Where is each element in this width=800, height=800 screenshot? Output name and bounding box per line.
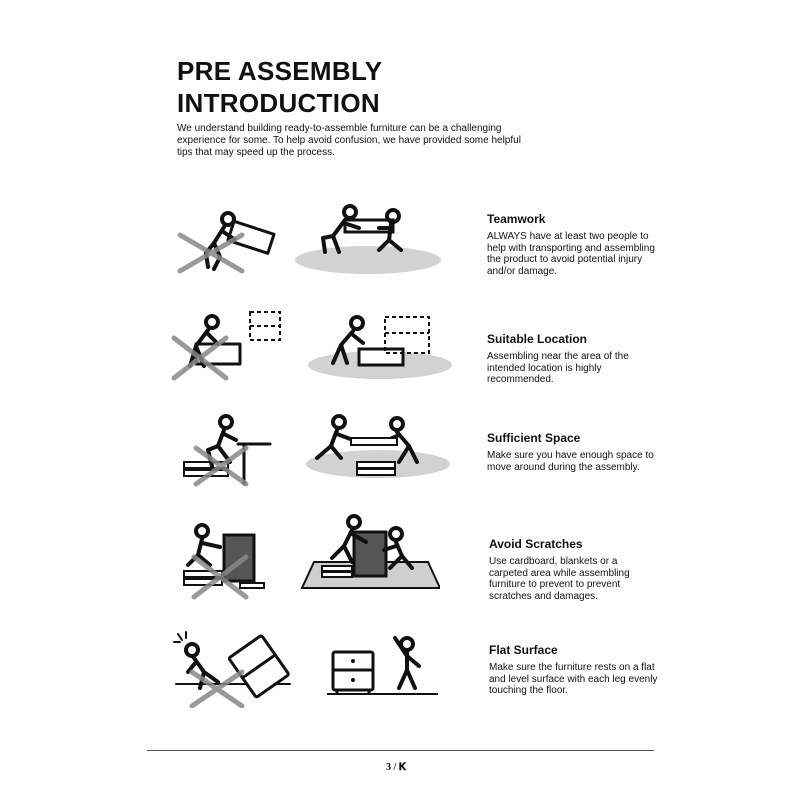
tip-title: Teamwork xyxy=(487,212,546,226)
two-people-carrying-icon xyxy=(295,202,445,277)
intro-paragraph: We understand building ready-to-assemble furniture can be a challenging experience for some. To help avoid confusion, we have provided some helpful tips that may speed up the process. xyxy=(177,123,521,158)
tip-body: Assembling near the area of the intended location is highly recommended. xyxy=(487,351,629,385)
two-people-spacious-icon xyxy=(305,412,455,487)
tip-sufficient-space xyxy=(487,431,657,473)
tip-title: Sufficient Space xyxy=(487,431,581,445)
tip-body: Make sure you have enough space to move around during the assembly. xyxy=(487,450,654,473)
furniture-tipping-crossed-icon xyxy=(170,628,295,708)
person-lifting-alone-crossed-icon xyxy=(170,205,280,275)
footer-divider xyxy=(147,750,654,751)
tip-teamwork xyxy=(487,212,657,277)
title-line-1: PRE ASSEMBLY xyxy=(177,56,383,86)
tip-flat-surface xyxy=(489,643,659,697)
tip-title: Suitable Location xyxy=(487,332,588,346)
assembling-on-carpet-icon xyxy=(300,512,440,592)
page-number: 3 / 𝐊 xyxy=(386,762,407,773)
title-line-2: INTRODUCTION xyxy=(177,88,380,118)
tip-avoid-scratches xyxy=(489,537,659,602)
page-title xyxy=(177,55,382,119)
tip-title: Avoid Scratches xyxy=(489,537,583,551)
tip-body: Make sure the furniture rests on a flat and level surface with each leg evenly touching the floor. xyxy=(489,662,658,696)
tip-suitable-location xyxy=(487,332,657,386)
assembling-bare-floor-crossed-icon xyxy=(180,515,270,600)
tip-body: ALWAYS have at least two people to help with transporting and assembling the product to avoid potential injury and/or damage. xyxy=(487,231,655,277)
person-assembling-near-location-icon xyxy=(305,313,455,383)
tip-title: Flat Surface xyxy=(489,643,558,657)
tip-body: Use cardboard, blankets or a carpeted area while assembling furniture to prevent to prevent scratches and damages. xyxy=(489,556,630,602)
furniture-level-icon xyxy=(325,630,440,700)
person-cramped-crossed-icon xyxy=(178,410,273,490)
person-carrying-far-crossed-icon xyxy=(168,308,288,383)
